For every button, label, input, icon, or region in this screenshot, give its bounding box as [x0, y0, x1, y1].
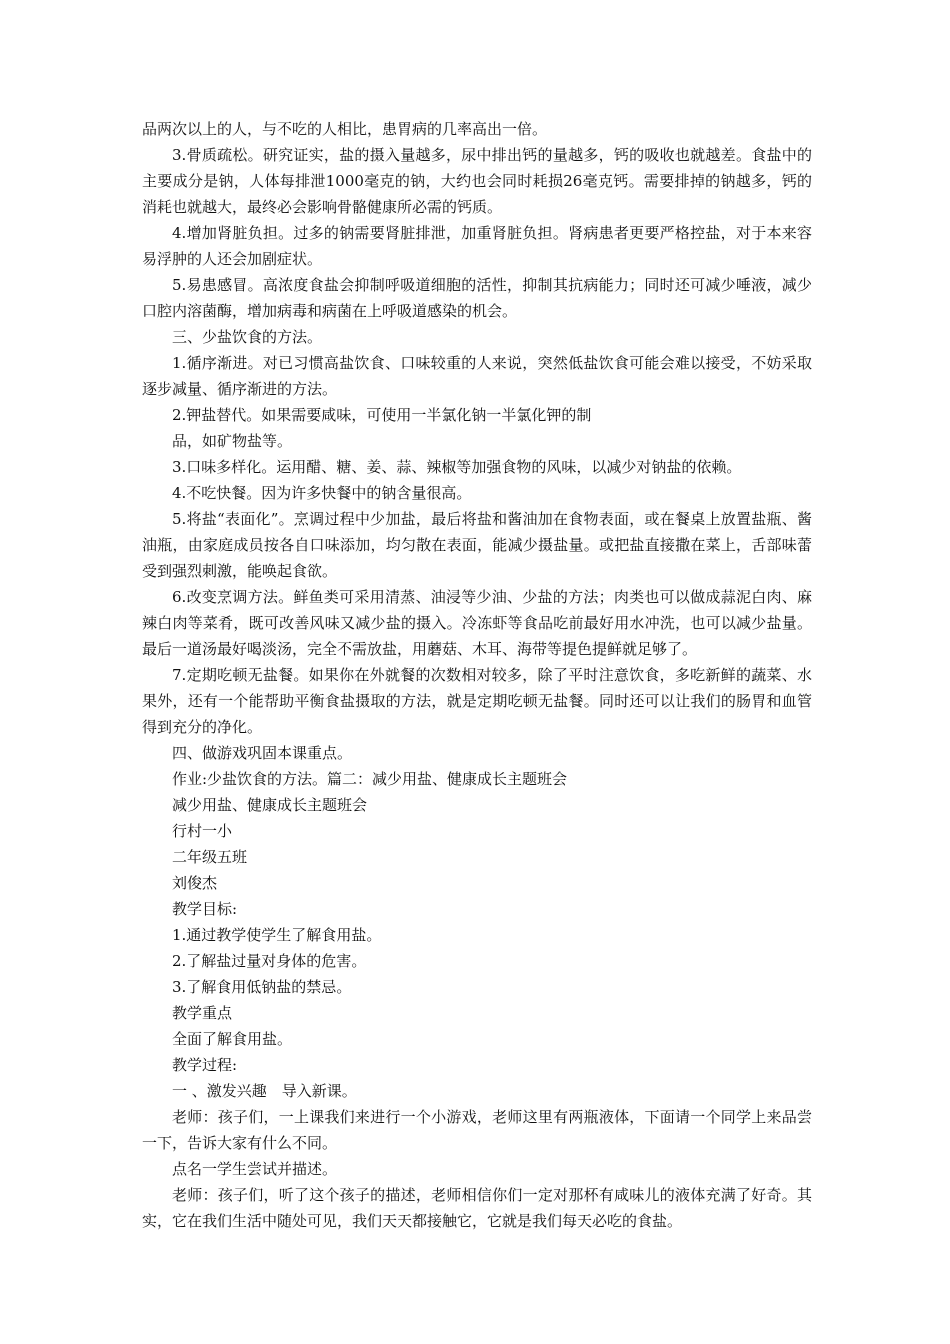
- paragraph-surface-salt: 5.将盐“表面化”。烹调过程中少加盐，最后将盐和酱油加在食物表面，或在餐桌上放置盐瓶、酱油瓶，由家庭成员按各自口味添加，均匀散在表面，能减少摄盐量。或把盐直接撒在菜上，舌部味蕾受到强烈刺激，能唤起食欲。: [142, 510, 812, 580]
- teaching-focus-heading: 教学重点: [172, 1004, 233, 1022]
- paragraph-cold-risk: 5.易患感冒。高浓度食盐会抑制呼吸道细胞的活性，抑制其抗病能力；同时还可减少唾液，减少口腔内溶菌酶，增加病毒和病菌在上呼吸道感染的机会。: [142, 276, 812, 320]
- teacher-name: 刘俊杰: [172, 874, 218, 892]
- class-name: 二年级五班: [172, 848, 248, 866]
- paragraph-cooking-methods: 6.改变烹调方法。鲜鱼类可采用清蒸、油浸等少油、少盐的方法；肉类也可以做成蒜泥白肉、麻辣白肉等菜肴，既可改善风味又减少盐的摄入。冷冻虾等食品吃前最好用水冲洗，也可以减少盐量。最后一道汤最好喝淡汤，完全不需放盐，用蘑菇、木耳、海带等提色提鲜就足够了。: [142, 588, 812, 658]
- school-name: 行村一小: [172, 822, 233, 840]
- paragraph-osteoporosis: 3.骨质疏松。研究证实，盐的摄入量越多，尿中排出钙的量越多，钙的吸收也就越差。食盐中的主要成分是钠，人体每排泄1000毫克的钠，大约也会同时耗损26毫克钙。需要排掉的钠越多，钙的消耗也就越大，最终必会影响骨骼健康所必需的钙质。: [142, 146, 812, 216]
- document-body: [142, 116, 812, 1234]
- teaching-focus-text: 全面了解食用盐。: [172, 1030, 293, 1048]
- goal-item-1: 1.通过教学使学生了解食用盐。: [172, 926, 382, 944]
- paragraph-potassium-salt: 2.钾盐替代。如果需要咸味，可使用一半氯化钠一半氯化钾的制: [172, 406, 592, 424]
- goal-item-2: 2.了解盐过量对身体的危害。: [172, 952, 367, 970]
- paragraph-no-fast-food: 4.不吃快餐。因为许多快餐中的钠含量很高。: [172, 484, 472, 502]
- student-activity: 点名一学生尝试并描述。: [172, 1160, 338, 1178]
- teacher-dialogue-2: 老师：孩子们，听了这个孩子的描述，老师相信你们一定对那杯有咸味儿的液体充满了好奇。其实，它在我们生活中随处可见，我们天天都接触它，它就是我们每天必吃的食盐。: [142, 1186, 812, 1230]
- section-heading-game: 四、做游戏巩固本课重点。: [172, 744, 353, 762]
- paragraph-mineral-salt: 品，如矿物盐等。: [172, 432, 293, 450]
- process-step-1: 一 、激发兴趣 导入新课。: [172, 1082, 357, 1100]
- paragraph-kidney-burden: 4.增加肾脏负担。过多的钠需要肾脏排泄，加重肾脏负担。肾病患者更要严格控盐，对于本来容易浮肿的人还会加剧症状。: [142, 224, 812, 268]
- teaching-goals-heading: 教学目标:: [172, 900, 238, 918]
- section-heading-low-salt-methods: 三、少盐饮食的方法。: [172, 328, 323, 346]
- teaching-process-heading: 教学过程:: [172, 1056, 238, 1074]
- teacher-dialogue-1: 老师：孩子们，一上课我们来进行一个小游戏，老师这里有两瓶液体，下面请一个同学上来品尝一下，告诉大家有什么不同。: [142, 1108, 812, 1152]
- class-meeting-title: 减少用盐、健康成长主题班会: [172, 796, 368, 814]
- paragraph-homework: 作业:少盐饮食的方法。篇二：减少用盐、健康成长主题班会: [172, 770, 568, 788]
- paragraph-gradual: 1.循序渐进。对已习惯高盐饮食、口味较重的人来说，突然低盐饮食可能会难以接受，不妨采取逐步减量、循序渐进的方法。: [142, 354, 812, 398]
- goal-item-3: 3.了解食用低钠盐的禁忌。: [172, 978, 352, 996]
- paragraph-stomach-risk: 品两次以上的人，与不吃的人相比，患胃病的几率高出一倍。: [142, 120, 548, 138]
- paragraph-flavor-variety: 3.口味多样化。运用醋、糖、姜、蒜、辣椒等加强食物的风味，以减少对钠盐的依赖。: [172, 458, 742, 476]
- paragraph-salt-free-meal: 7.定期吃顿无盐餐。如果你在外就餐的次数相对较多，除了平时注意饮食，多吃新鲜的蔬菜、水果外，还有一个能帮助平衡食盐摄取的方法，就是定期吃顿无盐餐。同时还可以让我们的肠胃和血管得到充分的净化。: [142, 666, 812, 736]
